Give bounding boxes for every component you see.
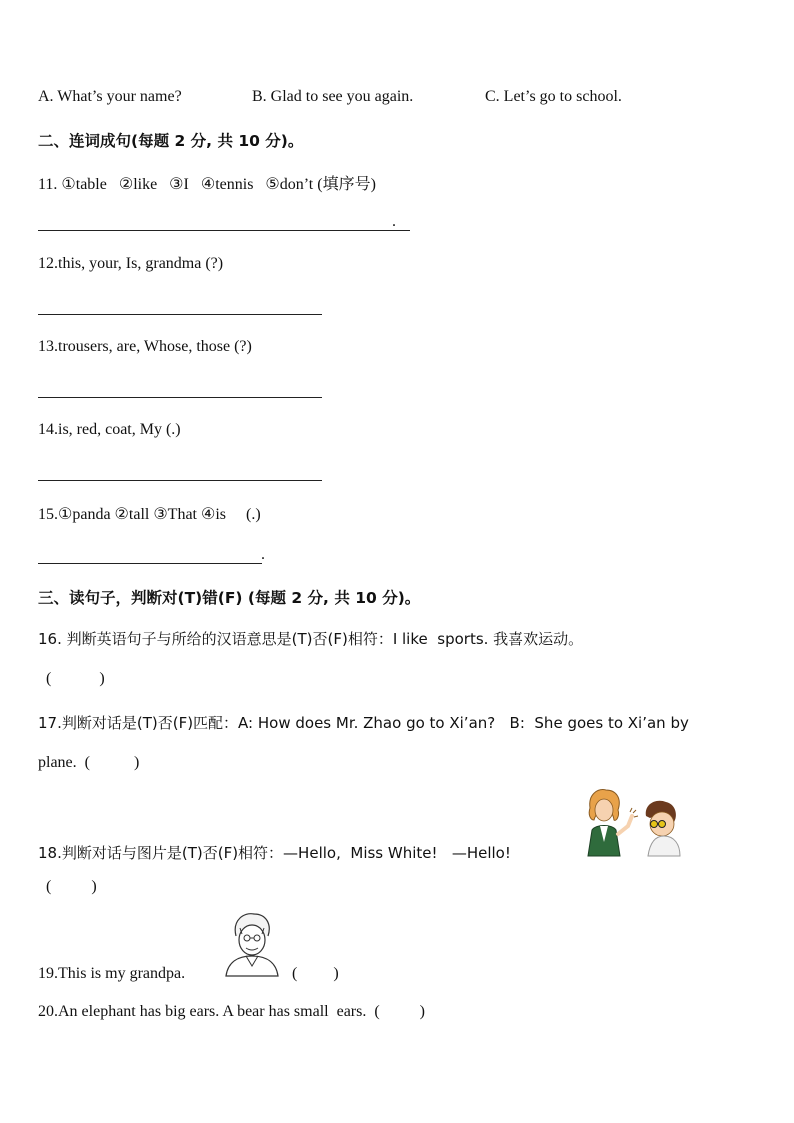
answer-line-15[interactable]: [38, 563, 262, 564]
answer-line-13[interactable]: [38, 397, 322, 398]
answer-11-period: .: [392, 213, 396, 230]
question-18: 18.判断对话与图片是(T)否(F)相符：—Hello, Miss White! —Hello!: [38, 844, 511, 862]
section-2-heading: 二、连词成句(每题 2 分, 共 10 分)。: [38, 132, 304, 150]
question-19: 19.This is my grandpa.: [38, 965, 186, 982]
option-c: C. Let’s go to school.: [485, 88, 622, 105]
option-b: B. Glad to see you again.: [252, 88, 414, 105]
answer-paren-18[interactable]: ( ): [46, 878, 97, 895]
answer-line-12[interactable]: [38, 314, 322, 315]
question-16: 16. 判断英语句子与所给的汉语意思是(T)否(F)相符：I like sports. 我喜欢运动。: [38, 630, 584, 648]
question-20: 20.An elephant has big ears. A bear has small ears. ( ): [38, 1003, 426, 1020]
question-15: 15.①panda ②tall ③That ④is (.): [38, 506, 261, 523]
grandpa-picture: [222, 910, 282, 978]
question-13: 13.trousers, are, Whose, those (?): [38, 338, 252, 355]
question-17-line-1: 17.判断对话是(T)否(F)匹配：A: How does Mr. Zhao go to Xi’an? B: She goes to Xi’an by: [38, 714, 689, 732]
question-11: 11. ①table ②like ③I ④tennis ⑤don’t (填序号): [38, 176, 376, 193]
teacher-and-boy-picture: [580, 786, 698, 860]
answer-line-11[interactable]: [38, 230, 410, 231]
question-12: 12.this, your, Is, grandma (?): [38, 255, 224, 272]
question-17-line-2[interactable]: plane. ( ): [38, 754, 140, 771]
question-14: 14.is, red, coat, My (.): [38, 421, 181, 438]
answer-15-period: .: [261, 546, 265, 563]
answer-paren-19[interactable]: ( ): [292, 965, 339, 982]
option-a: A. What’s your name?: [38, 88, 182, 105]
answer-paren-16[interactable]: ( ): [46, 670, 105, 687]
section-3-heading: 三、读句子，判断对(T)错(F) (每题 2 分, 共 10 分)。: [38, 589, 421, 607]
answer-line-14[interactable]: [38, 480, 322, 481]
